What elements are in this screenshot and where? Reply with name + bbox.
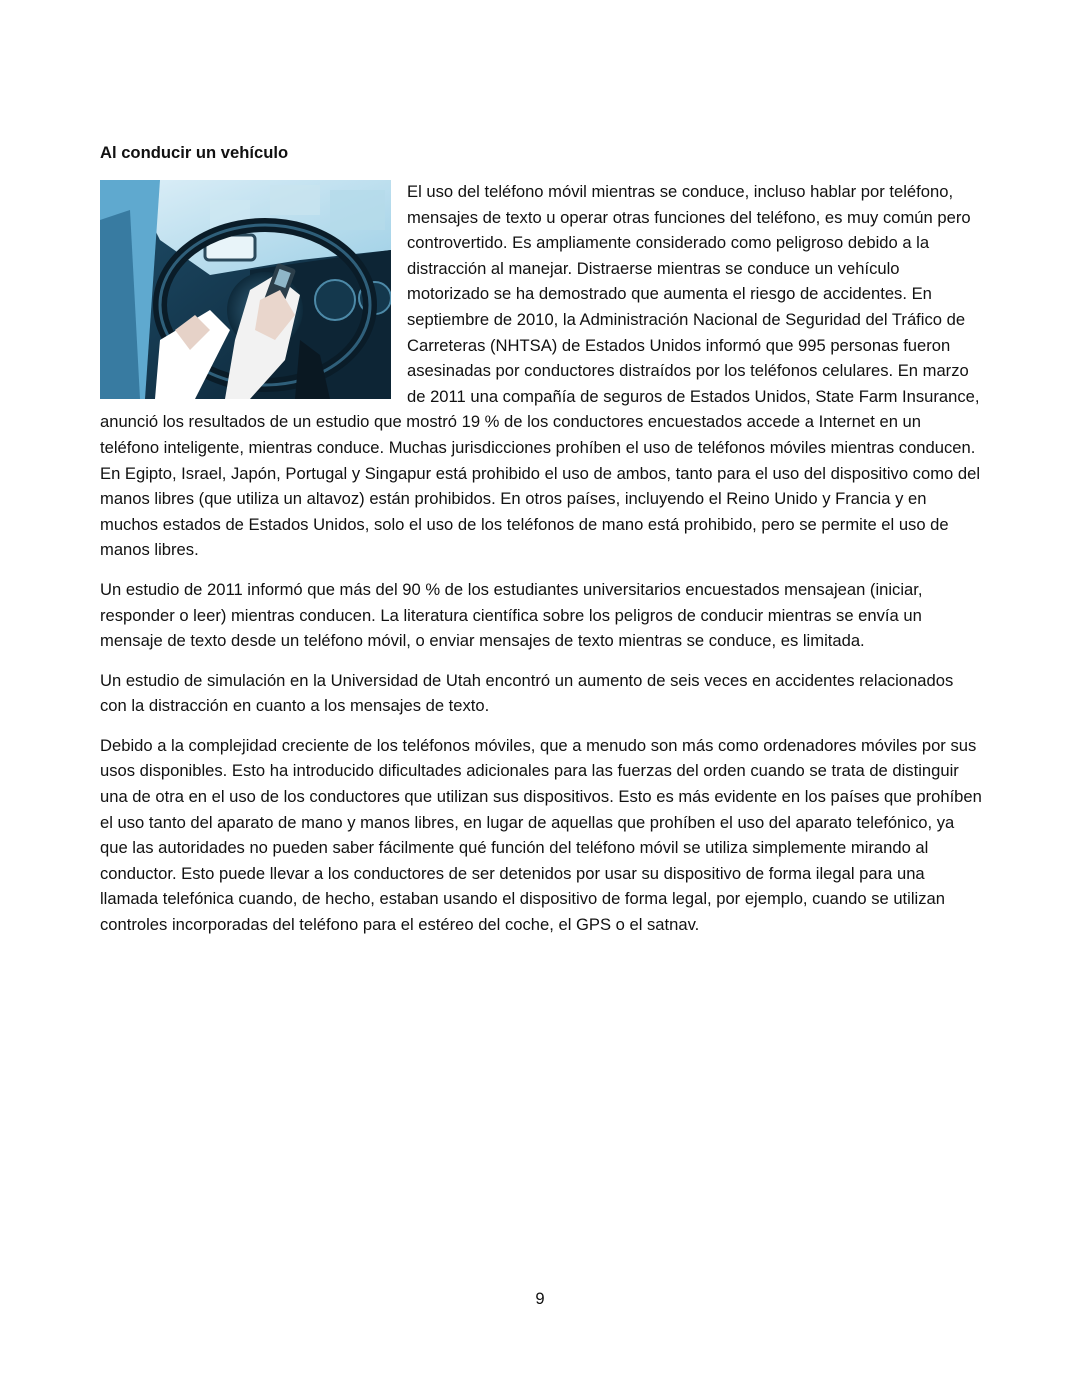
- paragraph-5: Debido a la complejidad creciente de los teléfonos móviles, que a menudo son más como ordenadores móviles por sus usos disponibles. Esto ha introducido dificultades adicionales para las fuerzas del orden cuando se trata de distinguir una de otra en el uso de los conductores que utilizan sus dispositivos. Esto es más evidente en los países que prohíben el uso tanto del aparato de mano y manos libres, en lugar de aquellas que prohíben el uso del aparato telefónico, ya que las autoridades no pueden saber fácilmente qué función del teléfono móvil se utiliza simplemente mirando al conductor. Esto puede llevar a los conductores de ser detenidos por usar su dispositivo de forma ilegal para una llamada telefónica cuando, de hecho, estaban usando el dispositivo de forma legal, por ejemplo, cuando se utilizan controles incorporadas del teléfono para el estéreo del coche, el GPS o el satnav.: [100, 735, 982, 935]
- paragraph-4: Un estudio de simulación en la Universidad de Utah encontró un aumento de seis veces en accidentes relacionados con la distracción en cuanto a los mensajes de texto.: [100, 670, 954, 716]
- paragraph-3: Un estudio de 2011 informó que más del 90 % de los estudiantes universitarios encuestados mensajean (iniciar, responder o leer) mientras conducen. La literatura científica sobre los peligros de conducir mientras se envía un mensaje de texto desde un teléfono móvil, o enviar mensajes de texto mientras se conduce, es limitada.: [100, 579, 923, 651]
- driver-texting-photo: [100, 180, 391, 399]
- section-heading: Al conducir un vehículo: [100, 143, 289, 162]
- paragraph-2: En Egipto, Israel, Japón, Portugal y Singapur está prohibido el uso de ambos, tanto para el uso del dispositivo como del manos libres (que utiliza un altavoz) están prohibidos. En otros países, incluyendo el Reino Unido y Francia y en muchos estados de Estados Unidos, solo el uso de los teléfonos de mano está prohibido, pero se permite el uso de manos libres.: [100, 463, 981, 560]
- page-number: 9: [535, 1289, 545, 1308]
- page-content: [100, 140, 982, 938]
- paragraph-1: El uso del teléfono móvil mientras se conduce, incluso hablar por teléfono, mensajes de texto u operar otras funciones del teléfono, es muy común pero controvertido. Es ampliamente considerado como peligroso debido a la distracción al manejar. Distraerse mientras se conduce un vehículo motorizado se ha demostrado que aumenta el riesgo de accidentes. En septiembre de 2010, la Administración Nacional de Seguridad del Tráfico de Carreteras (NHTSA) de Estados Unidos informó que 995 personas fueron asesinadas por conductores distraídos por los teléfonos celulares. En marzo de 2011 una compañía de seguros de Estados Unidos, State Farm Insurance, anunció los resultados de un estudio que mostró 19 % de los conductores encuestados accede a Internet en un teléfono inteligente, mientras conduce. Muchas jurisdicciones prohíben el uso de teléfonos móviles mientras conducen.: [100, 182, 980, 457]
